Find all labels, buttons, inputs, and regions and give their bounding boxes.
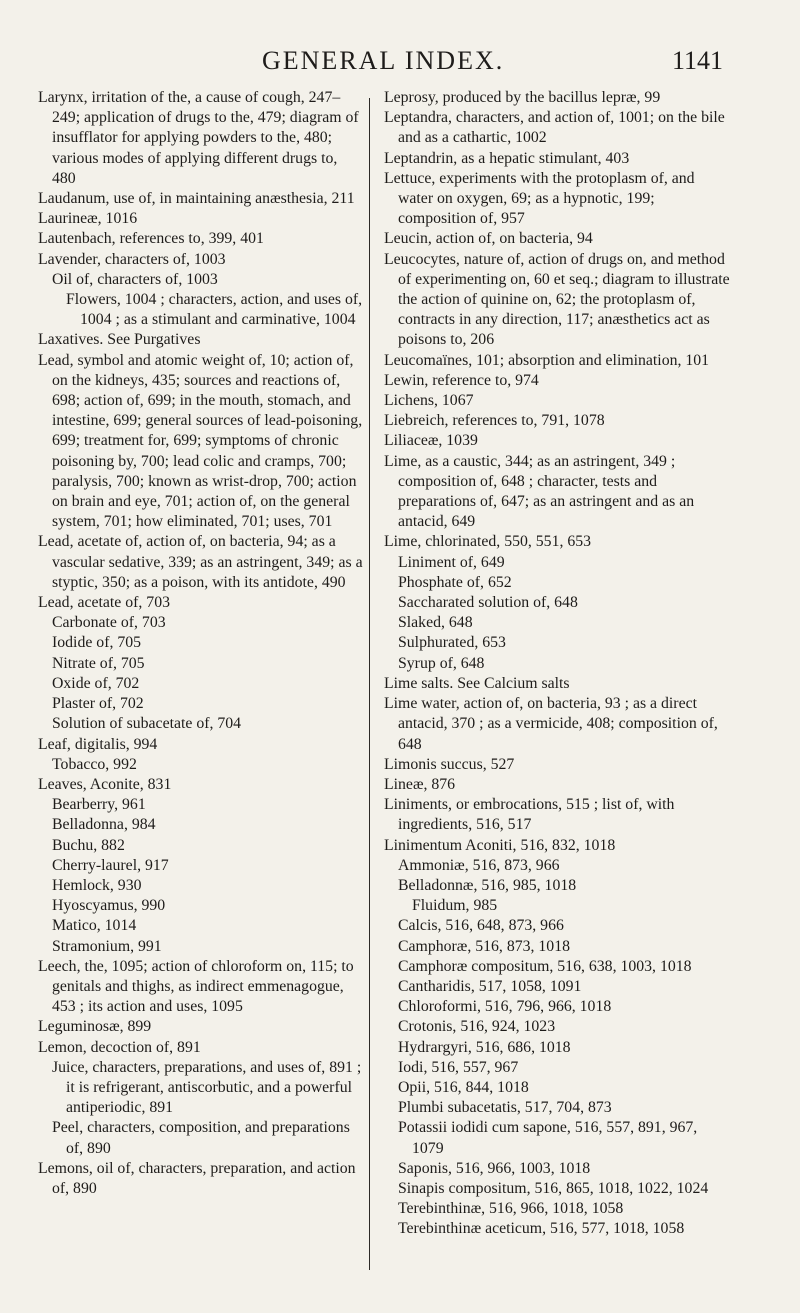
index-subentry: Tobacco, 992 xyxy=(52,755,137,773)
index-subentry: Fluidum, 985 xyxy=(412,897,498,915)
index-entry: Laudanum, use of, in maintaining anæsthesia, 211 xyxy=(38,190,355,208)
index-subentry: Oxide of, 702 xyxy=(52,674,140,692)
index-entry: Lime salts. See Calcium salts xyxy=(384,674,570,692)
index-entry: Leucocytes, nature of, action of drugs on, and method of experimenting on, 60 et seq.; diagram to illustrate the action of quinine on, 62; the protoplasm of, contracts in any direction, 117; anæsthetics act as poisons to, 206 xyxy=(384,250,730,349)
index-subentry: Hydrargyri, 516, 686, 1018 xyxy=(398,1038,571,1056)
index-column-right xyxy=(384,88,732,1240)
index-entry: Leucomaïnes, 101; absorption and elimination, 101 xyxy=(384,351,710,369)
index-subentry: Hemlock, 930 xyxy=(52,876,142,894)
index-entry: Liliaceæ, 1039 xyxy=(384,432,478,450)
page-header xyxy=(0,12,800,75)
index-entry: Limonis succus, 527 xyxy=(384,755,515,773)
index-subentry: Peel, characters, composition, and preparations of, 890 xyxy=(52,1119,350,1157)
index-subentry: Phosphate of, 652 xyxy=(398,573,512,591)
index-entry: Leguminosæ, 899 xyxy=(38,1018,152,1036)
index-column-left xyxy=(38,88,364,1199)
index-entry: Leptandra, characters, and action of, 1001; on the bile and as a cathartic, 1002 xyxy=(384,109,725,147)
index-entry: Laxatives. See Purgatives xyxy=(38,331,201,349)
index-subentry: Juice, characters, preparations, and uses of, 891 ; it is refrigerant, antiscorbutic, and a powerful antiperiodic, 891 xyxy=(52,1058,362,1117)
index-subentry: Stramonium, 991 xyxy=(52,937,162,955)
index-entry: Lautenbach, references to, 399, 401 xyxy=(38,230,264,248)
page-number: 1141 xyxy=(672,46,724,75)
index-subentry: Iodide of, 705 xyxy=(52,634,142,652)
index-subentry: Cantharidis, 517, 1058, 1091 xyxy=(398,977,582,995)
index-subentry: Belladonna, 984 xyxy=(52,816,156,834)
index-subentry: Sulphurated, 653 xyxy=(398,634,506,652)
index-entry: Lichens, 1067 xyxy=(384,392,474,410)
index-entry: Leprosy, produced by the bacillus lepræ, 99 xyxy=(384,89,661,106)
index-entry: Laurineæ, 1016 xyxy=(38,210,138,228)
index-entry: Lavender, characters of, 1003 xyxy=(38,250,226,268)
index-subentry: Plumbi subacetatis, 517, 704, 873 xyxy=(398,1099,612,1117)
index-subentry: Calcis, 516, 648, 873, 966 xyxy=(398,917,564,935)
index-subentry: Buchu, 882 xyxy=(52,836,125,854)
index-entry: Lettuce, experiments with the protoplasm of, and water on oxygen, 69; as a hypnotic, 199; composition of, 957 xyxy=(384,169,695,228)
index-subentry: Oil of, characters of, 1003 xyxy=(52,270,218,288)
index-entry: Lemon, decoction of, 891 xyxy=(38,1038,201,1056)
index-subentry: Matico, 1014 xyxy=(52,917,137,935)
index-entry: Lime water, action of, on bacteria, 93 ; as a direct antacid, 370 ; as a vermicide, 408; composition of, 648 xyxy=(384,695,718,753)
index-subentry: Camphoræ compositum, 516, 638, 1003, 1018 xyxy=(398,957,692,975)
index-entry: Lead, acetate of, action of, on bacteria, 94; as a vascular sedative, 339; as an astringent, 349; as a styptic, 350; as a poison, with its antidote, 490 xyxy=(38,533,363,591)
index-subentry: Chloroformi, 516, 796, 966, 1018 xyxy=(398,998,612,1016)
index-entry: Lead, acetate of, 703 xyxy=(38,594,171,612)
index-subentry: Slaked, 648 xyxy=(398,614,473,632)
index-entry: Leech, the, 1095; action of chloroform on, 115; to genitals and thighs, as indirect emmenagogue, 453 ; its action and uses, 1095 xyxy=(38,957,354,1016)
index-entry: Lime, chlorinated, 550, 551, 653 xyxy=(384,533,592,551)
index-subentry: Plaster of, 702 xyxy=(52,695,144,713)
index-entry: Liebreich, references to, 791, 1078 xyxy=(384,412,605,430)
index-entry: Lemons, oil of, characters, preparation, and action of, 890 xyxy=(38,1159,356,1197)
index-subentry: Cherry-laurel, 917 xyxy=(52,856,169,874)
index-entry: Lime, as a caustic, 344; as an astringent, 349 ; composition of, 648 ; character, tests and preparations of, 647; as an astringent and as an antacid, 649 xyxy=(384,452,695,531)
running-title: GENERAL INDEX. xyxy=(262,46,505,75)
index-entry: Leaf, digitalis, 994 xyxy=(38,735,158,753)
index-entry: Larynx, irritation of the, a cause of cough, 247–249; application of drugs to the, 479; diagram of insufflator for applying powders to the, 480; various modes of applying different drugs to, 480 xyxy=(38,89,359,187)
index-subentry: Ammoniæ, 516, 873, 966 xyxy=(398,856,560,874)
index-subentry: Terebinthinæ, 516, 966, 1018, 1058 xyxy=(398,1200,624,1218)
index-subentry: Carbonate of, 703 xyxy=(52,614,166,632)
index-subentry: Saponis, 516, 966, 1003, 1018 xyxy=(398,1159,591,1177)
index-subentry: Sinapis compositum, 516, 865, 1018, 1022, 1024 xyxy=(398,1179,709,1197)
index-entry: Linimentum Aconiti, 516, 832, 1018 xyxy=(384,836,616,854)
index-subentry: Solution of subacetate of, 704 xyxy=(52,715,242,733)
index-subentry: Iodi, 516, 557, 967 xyxy=(398,1058,519,1076)
index-subentry: Flowers, 1004 ; characters, action, and uses of, 1004 ; as a stimulant and carminative, 1004 xyxy=(66,291,363,329)
index-entry: Lead, symbol and atomic weight of, 10; action of, on the kidneys, 435; sources and reactions of, 698; action of, 699; in the mouth, stomach, and intestine, 699; general sources of lead-poisoning, 699; treatment for, 699; symptoms of chronic poisoning by, 700; lead colic and cramps, 700; paralysis, 700; known as wrist-drop, 700; action on brain and eye, 701; action of, on the general system, 701; how eliminated, 701; uses, 701 xyxy=(38,351,363,531)
index-entry: Leaves, Aconite, 831 xyxy=(38,775,172,793)
index-subentry: Crotonis, 516, 924, 1023 xyxy=(398,1018,556,1036)
index-entry: Leptandrin, as a hepatic stimulant, 403 xyxy=(384,149,630,167)
index-subentry: Belladonnæ, 516, 985, 1018 xyxy=(398,876,577,894)
index-subentry: Syrup of, 648 xyxy=(398,654,485,672)
index-subentry: Camphoræ, 516, 873, 1018 xyxy=(398,937,571,955)
index-subentry: Liniment of, 649 xyxy=(398,553,505,571)
index-entry: Leucin, action of, on bacteria, 94 xyxy=(384,230,593,248)
index-subentry: Hyoscyamus, 990 xyxy=(52,897,166,915)
index-subentry: Nitrate of, 705 xyxy=(52,654,145,672)
index-subentry: Bearberry, 961 xyxy=(52,796,146,814)
column-divider xyxy=(369,98,370,1270)
index-entry: Lineæ, 876 xyxy=(384,775,456,793)
index-subentry: Opii, 516, 844, 1018 xyxy=(398,1078,529,1096)
index-subentry: Saccharated solution of, 648 xyxy=(398,594,578,612)
index-entry: Liniments, or embrocations, 515 ; list of, with ingredients, 516, 517 xyxy=(384,796,675,834)
index-entry: Lewin, reference to, 974 xyxy=(384,371,539,389)
index-subentry: Terebinthinæ aceticum, 516, 577, 1018, 1058 xyxy=(398,1220,685,1238)
index-subentry: Potassii iodidi cum sapone, 516, 557, 891, 967, 1079 xyxy=(398,1119,698,1157)
